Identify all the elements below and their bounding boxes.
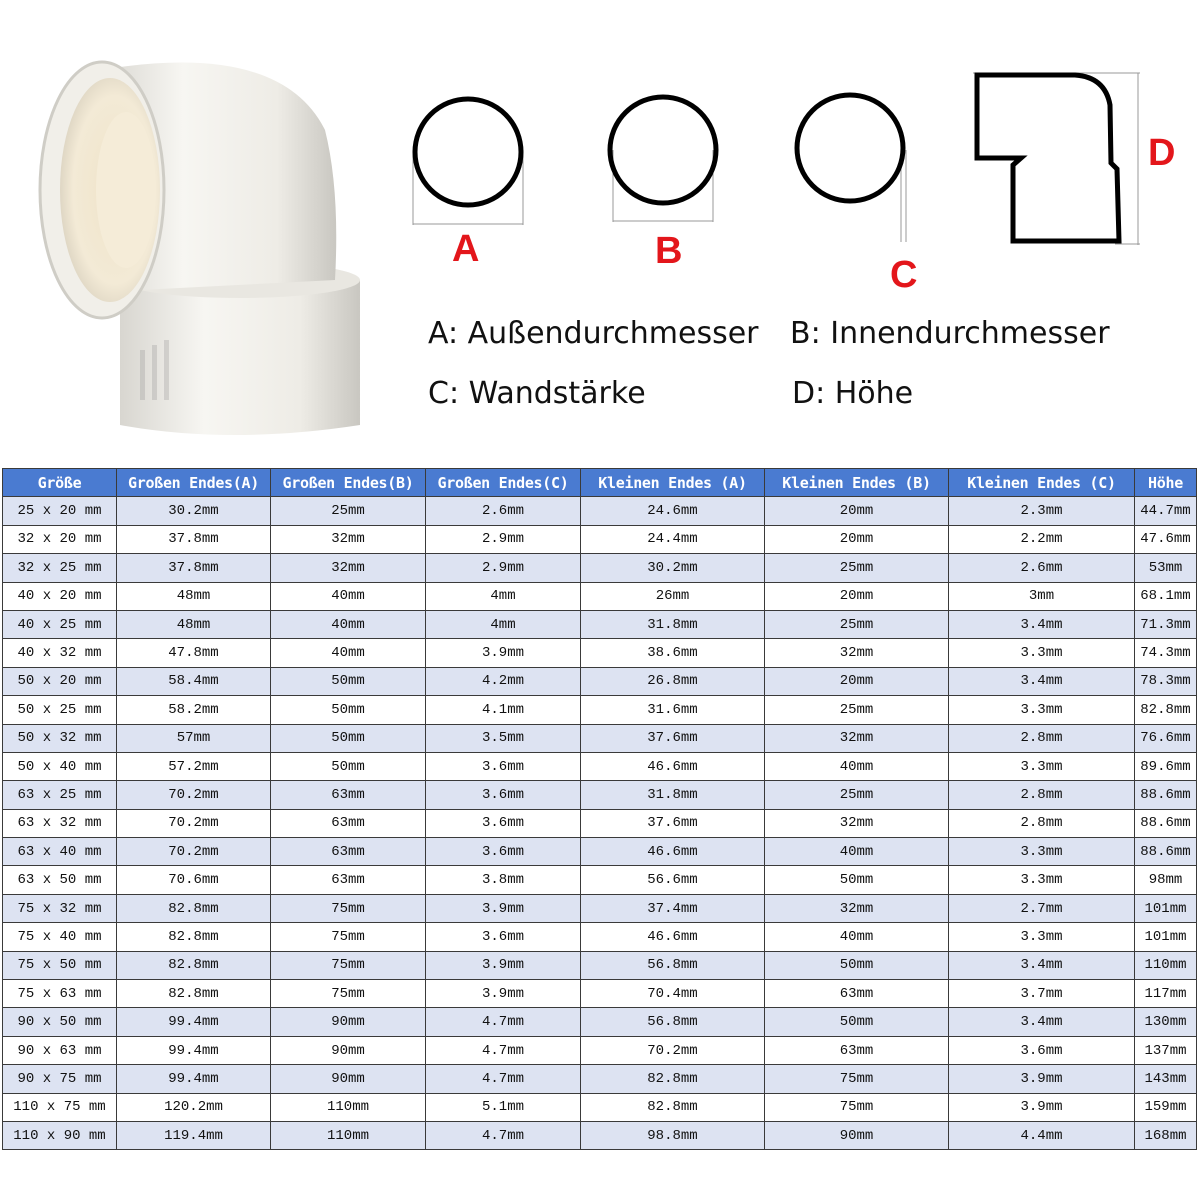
cell-large-end-b: 40mm	[271, 582, 426, 610]
cell-small-end-b: 20mm	[765, 525, 949, 553]
cell-large-end-a: 70.2mm	[117, 781, 271, 809]
cell-size: 50 x 32 mm	[3, 724, 117, 752]
cell-small-end-c: 3.4mm	[949, 951, 1135, 979]
cell-small-end-c: 3.3mm	[949, 866, 1135, 894]
legend-wall-thickness: C: Wandstärke	[428, 376, 646, 411]
cell-small-end-c: 3mm	[949, 582, 1135, 610]
cell-size: 40 x 20 mm	[3, 582, 117, 610]
cell-small-end-b: 50mm	[765, 866, 949, 894]
cell-small-end-a: 56.8mm	[581, 951, 765, 979]
cell-small-end-b: 63mm	[765, 1036, 949, 1064]
cell-small-end-a: 56.8mm	[581, 1008, 765, 1036]
cell-small-end-a: 37.6mm	[581, 809, 765, 837]
table-row	[3, 1036, 1197, 1064]
table-row	[3, 696, 1197, 724]
cell-small-end-c: 2.7mm	[949, 894, 1135, 922]
cell-height: 74.3mm	[1135, 639, 1197, 667]
cell-large-end-b: 75mm	[271, 923, 426, 951]
cell-large-end-a: 37.8mm	[117, 525, 271, 553]
cell-height: 137mm	[1135, 1036, 1197, 1064]
cell-size: 75 x 32 mm	[3, 894, 117, 922]
label-b: B	[655, 230, 683, 272]
cell-small-end-a: 31.8mm	[581, 610, 765, 638]
cell-size: 75 x 63 mm	[3, 980, 117, 1008]
cell-large-end-a: 82.8mm	[117, 923, 271, 951]
pvc-elbow-photo	[30, 40, 360, 440]
cell-large-end-b: 63mm	[271, 781, 426, 809]
cell-large-end-a: 120.2mm	[117, 1093, 271, 1121]
table-row	[3, 724, 1197, 752]
cell-large-end-b: 63mm	[271, 866, 426, 894]
cell-height: 89.6mm	[1135, 752, 1197, 780]
cell-large-end-c: 4.7mm	[426, 1121, 581, 1149]
cell-small-end-a: 38.6mm	[581, 639, 765, 667]
cell-small-end-b: 75mm	[765, 1065, 949, 1093]
cell-small-end-c: 3.3mm	[949, 838, 1135, 866]
cell-small-end-a: 26.8mm	[581, 667, 765, 695]
table-row	[3, 610, 1197, 638]
height-diagram	[965, 65, 1150, 255]
cell-small-end-b: 20mm	[765, 667, 949, 695]
cell-large-end-c: 3.6mm	[426, 809, 581, 837]
cell-size: 32 x 20 mm	[3, 525, 117, 553]
wall-thickness-diagram	[790, 90, 920, 250]
cell-small-end-a: 37.6mm	[581, 724, 765, 752]
cell-small-end-b: 40mm	[765, 923, 949, 951]
cell-small-end-b: 25mm	[765, 696, 949, 724]
cell-large-end-c: 3.6mm	[426, 752, 581, 780]
cell-large-end-a: 58.2mm	[117, 696, 271, 724]
cell-large-end-c: 3.6mm	[426, 781, 581, 809]
cell-small-end-a: 31.8mm	[581, 781, 765, 809]
cell-small-end-a: 82.8mm	[581, 1065, 765, 1093]
cell-size: 75 x 50 mm	[3, 951, 117, 979]
table-row	[3, 923, 1197, 951]
cell-small-end-c: 2.3mm	[949, 497, 1135, 525]
cell-small-end-a: 82.8mm	[581, 1093, 765, 1121]
label-a: A	[452, 228, 480, 270]
cell-height: 88.6mm	[1135, 781, 1197, 809]
cell-large-end-a: 70.6mm	[117, 866, 271, 894]
cell-small-end-c: 3.9mm	[949, 1065, 1135, 1093]
cell-small-end-a: 31.6mm	[581, 696, 765, 724]
cell-height: 98mm	[1135, 866, 1197, 894]
table-row	[3, 497, 1197, 525]
cell-large-end-a: 70.2mm	[117, 838, 271, 866]
cell-large-end-a: 48mm	[117, 610, 271, 638]
table-row	[3, 667, 1197, 695]
cell-large-end-a: 82.8mm	[117, 951, 271, 979]
cell-size: 40 x 25 mm	[3, 610, 117, 638]
cell-size: 32 x 25 mm	[3, 554, 117, 582]
cell-small-end-b: 32mm	[765, 724, 949, 752]
cell-small-end-c: 3.6mm	[949, 1036, 1135, 1064]
table-row	[3, 639, 1197, 667]
cell-size: 63 x 25 mm	[3, 781, 117, 809]
cell-size: 75 x 40 mm	[3, 923, 117, 951]
cell-height: 71.3mm	[1135, 610, 1197, 638]
cell-small-end-b: 20mm	[765, 497, 949, 525]
cell-large-end-b: 75mm	[271, 980, 426, 1008]
cell-height: 82.8mm	[1135, 696, 1197, 724]
cell-size: 90 x 50 mm	[3, 1008, 117, 1036]
cell-size: 40 x 32 mm	[3, 639, 117, 667]
cell-height: 88.6mm	[1135, 809, 1197, 837]
cell-large-end-c: 4mm	[426, 610, 581, 638]
header-large-end-c: Großen Endes(C)	[426, 469, 581, 497]
cell-height: 53mm	[1135, 554, 1197, 582]
header-small-end-a: Kleinen Endes (A)	[581, 469, 765, 497]
table-row	[3, 1121, 1197, 1149]
cell-height: 117mm	[1135, 980, 1197, 1008]
cell-size: 110 x 90 mm	[3, 1121, 117, 1149]
cell-small-end-b: 90mm	[765, 1121, 949, 1149]
cell-large-end-b: 110mm	[271, 1121, 426, 1149]
cell-large-end-a: 99.4mm	[117, 1065, 271, 1093]
cell-large-end-b: 63mm	[271, 809, 426, 837]
cell-large-end-b: 40mm	[271, 610, 426, 638]
cell-large-end-a: 57mm	[117, 724, 271, 752]
cell-size: 25 x 20 mm	[3, 497, 117, 525]
cell-small-end-c: 2.8mm	[949, 809, 1135, 837]
cell-large-end-b: 32mm	[271, 554, 426, 582]
cell-large-end-b: 63mm	[271, 838, 426, 866]
inner-diameter-diagram	[600, 90, 730, 230]
cell-large-end-c: 3.6mm	[426, 838, 581, 866]
cell-small-end-b: 50mm	[765, 951, 949, 979]
cell-small-end-a: 30.2mm	[581, 554, 765, 582]
cell-small-end-a: 26mm	[581, 582, 765, 610]
table-row	[3, 980, 1197, 1008]
cell-height: 101mm	[1135, 923, 1197, 951]
cell-large-end-c: 4.7mm	[426, 1065, 581, 1093]
cell-height: 47.6mm	[1135, 525, 1197, 553]
cell-small-end-c: 3.9mm	[949, 1093, 1135, 1121]
cell-size: 50 x 40 mm	[3, 752, 117, 780]
size-specification-table	[2, 468, 1197, 1150]
header-small-end-b: Kleinen Endes (B)	[765, 469, 949, 497]
cell-small-end-c: 3.7mm	[949, 980, 1135, 1008]
cell-large-end-a: 119.4mm	[117, 1121, 271, 1149]
header-small-end-c: Kleinen Endes (C)	[949, 469, 1135, 497]
cell-small-end-a: 24.6mm	[581, 497, 765, 525]
cell-height: 130mm	[1135, 1008, 1197, 1036]
table-header-row	[3, 469, 1197, 497]
cell-large-end-a: 47.8mm	[117, 639, 271, 667]
cell-large-end-a: 30.2mm	[117, 497, 271, 525]
cell-small-end-a: 46.6mm	[581, 923, 765, 951]
cell-large-end-c: 3.8mm	[426, 866, 581, 894]
cell-small-end-a: 46.6mm	[581, 838, 765, 866]
cell-large-end-a: 99.4mm	[117, 1036, 271, 1064]
table-row	[3, 781, 1197, 809]
table-row	[3, 525, 1197, 553]
legend-inner-diameter: B: Innendurchmesser	[790, 316, 1110, 351]
cell-large-end-b: 32mm	[271, 525, 426, 553]
cell-large-end-c: 3.9mm	[426, 894, 581, 922]
cell-large-end-b: 25mm	[271, 497, 426, 525]
cell-small-end-c: 3.4mm	[949, 1008, 1135, 1036]
label-c: C	[890, 254, 918, 296]
cell-small-end-a: 24.4mm	[581, 525, 765, 553]
cell-large-end-c: 4.2mm	[426, 667, 581, 695]
cell-large-end-a: 99.4mm	[117, 1008, 271, 1036]
cell-small-end-c: 2.8mm	[949, 724, 1135, 752]
cell-small-end-c: 3.4mm	[949, 610, 1135, 638]
cell-height: 110mm	[1135, 951, 1197, 979]
cell-large-end-c: 3.6mm	[426, 923, 581, 951]
cell-height: 44.7mm	[1135, 497, 1197, 525]
cell-large-end-c: 4.7mm	[426, 1008, 581, 1036]
cell-size: 63 x 40 mm	[3, 838, 117, 866]
cell-large-end-a: 70.2mm	[117, 809, 271, 837]
cell-small-end-b: 40mm	[765, 838, 949, 866]
cell-small-end-b: 32mm	[765, 639, 949, 667]
header-size: Größe	[3, 469, 117, 497]
cell-size: 90 x 75 mm	[3, 1065, 117, 1093]
cell-small-end-b: 32mm	[765, 809, 949, 837]
cell-size: 90 x 63 mm	[3, 1036, 117, 1064]
cell-large-end-c: 4mm	[426, 582, 581, 610]
cell-large-end-b: 110mm	[271, 1093, 426, 1121]
cell-small-end-c: 4.4mm	[949, 1121, 1135, 1149]
cell-size: 50 x 20 mm	[3, 667, 117, 695]
cell-height: 168mm	[1135, 1121, 1197, 1149]
cell-size: 63 x 50 mm	[3, 866, 117, 894]
cell-large-end-b: 75mm	[271, 894, 426, 922]
cell-small-end-b: 20mm	[765, 582, 949, 610]
cell-height: 143mm	[1135, 1065, 1197, 1093]
cell-size: 110 x 75 mm	[3, 1093, 117, 1121]
cell-large-end-a: 48mm	[117, 582, 271, 610]
outer-diameter-diagram	[405, 90, 535, 230]
cell-large-end-b: 50mm	[271, 696, 426, 724]
table-row	[3, 866, 1197, 894]
table-row	[3, 809, 1197, 837]
cell-small-end-c: 3.3mm	[949, 639, 1135, 667]
table-row	[3, 1093, 1197, 1121]
cell-large-end-c: 2.9mm	[426, 525, 581, 553]
cell-height: 159mm	[1135, 1093, 1197, 1121]
product-header	[0, 0, 1200, 465]
cell-small-end-a: 70.2mm	[581, 1036, 765, 1064]
cell-size: 63 x 32 mm	[3, 809, 117, 837]
cell-large-end-b: 90mm	[271, 1036, 426, 1064]
cell-large-end-c: 2.9mm	[426, 554, 581, 582]
header-large-end-b: Großen Endes(B)	[271, 469, 426, 497]
cell-small-end-b: 25mm	[765, 610, 949, 638]
cell-height: 76.6mm	[1135, 724, 1197, 752]
cell-height: 68.1mm	[1135, 582, 1197, 610]
cell-large-end-c: 3.5mm	[426, 724, 581, 752]
cell-small-end-a: 98.8mm	[581, 1121, 765, 1149]
cell-large-end-c: 4.1mm	[426, 696, 581, 724]
cell-small-end-b: 40mm	[765, 752, 949, 780]
cell-large-end-c: 3.9mm	[426, 951, 581, 979]
cell-large-end-b: 50mm	[271, 724, 426, 752]
cell-small-end-a: 46.6mm	[581, 752, 765, 780]
cell-height: 88.6mm	[1135, 838, 1197, 866]
cell-small-end-c: 3.3mm	[949, 923, 1135, 951]
table-row	[3, 554, 1197, 582]
cell-small-end-b: 32mm	[765, 894, 949, 922]
cell-small-end-c: 3.4mm	[949, 667, 1135, 695]
cell-large-end-b: 90mm	[271, 1065, 426, 1093]
cell-small-end-c: 2.8mm	[949, 781, 1135, 809]
cell-large-end-b: 90mm	[271, 1008, 426, 1036]
cell-large-end-c: 3.9mm	[426, 639, 581, 667]
cell-large-end-a: 82.8mm	[117, 894, 271, 922]
cell-large-end-a: 57.2mm	[117, 752, 271, 780]
cell-size: 50 x 25 mm	[3, 696, 117, 724]
table-row	[3, 582, 1197, 610]
cell-small-end-c: 2.6mm	[949, 554, 1135, 582]
cell-large-end-c: 5.1mm	[426, 1093, 581, 1121]
table-row	[3, 1065, 1197, 1093]
cell-large-end-c: 4.7mm	[426, 1036, 581, 1064]
cell-large-end-b: 50mm	[271, 752, 426, 780]
table-row	[3, 894, 1197, 922]
cell-large-end-a: 58.4mm	[117, 667, 271, 695]
cell-small-end-b: 75mm	[765, 1093, 949, 1121]
cell-small-end-c: 3.3mm	[949, 752, 1135, 780]
cell-large-end-a: 82.8mm	[117, 980, 271, 1008]
legend-outer-diameter: A: Außendurchmesser	[428, 316, 759, 351]
cell-large-end-c: 2.6mm	[426, 497, 581, 525]
cell-small-end-b: 25mm	[765, 554, 949, 582]
header-large-end-a: Großen Endes(A)	[117, 469, 271, 497]
label-d: D	[1148, 132, 1176, 174]
table-row	[3, 752, 1197, 780]
table-row	[3, 951, 1197, 979]
cell-large-end-a: 37.8mm	[117, 554, 271, 582]
cell-large-end-c: 3.9mm	[426, 980, 581, 1008]
cell-large-end-b: 40mm	[271, 639, 426, 667]
cell-large-end-b: 75mm	[271, 951, 426, 979]
cell-small-end-a: 37.4mm	[581, 894, 765, 922]
cell-small-end-c: 3.3mm	[949, 696, 1135, 724]
cell-small-end-a: 70.4mm	[581, 980, 765, 1008]
cell-small-end-b: 25mm	[765, 781, 949, 809]
header-height: Höhe	[1135, 469, 1197, 497]
cell-small-end-a: 56.6mm	[581, 866, 765, 894]
legend-height: D: Höhe	[792, 376, 914, 411]
cell-large-end-b: 50mm	[271, 667, 426, 695]
cell-small-end-b: 50mm	[765, 1008, 949, 1036]
cell-height: 78.3mm	[1135, 667, 1197, 695]
table-row	[3, 1008, 1197, 1036]
table-row	[3, 838, 1197, 866]
cell-small-end-c: 2.2mm	[949, 525, 1135, 553]
cell-small-end-b: 63mm	[765, 980, 949, 1008]
cell-height: 101mm	[1135, 894, 1197, 922]
